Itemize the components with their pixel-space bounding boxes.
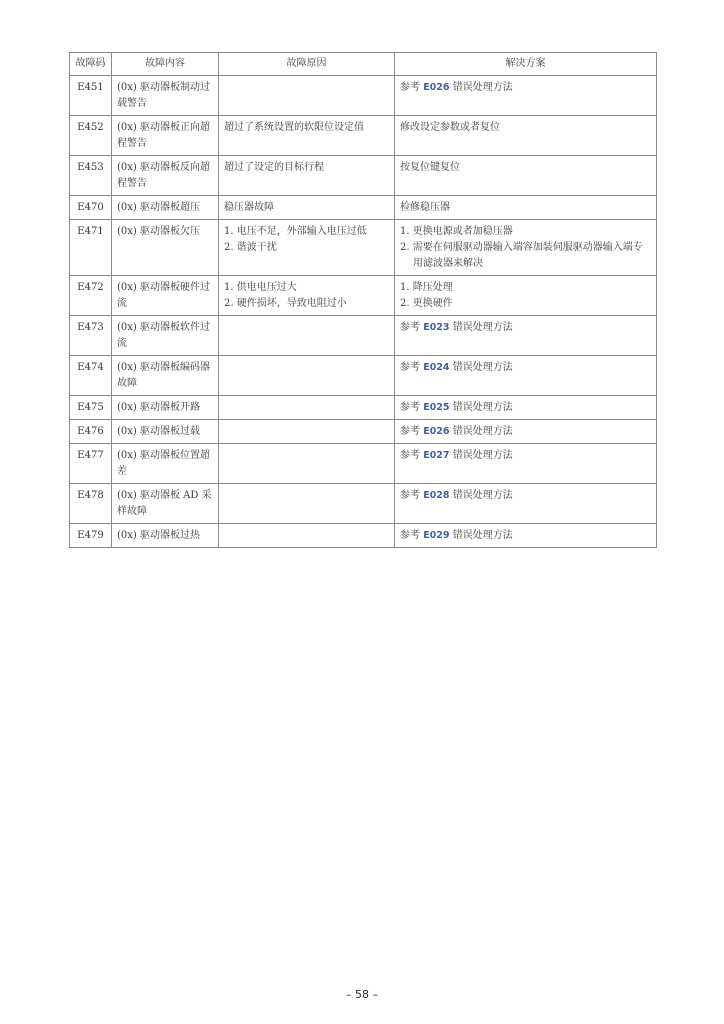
- solution-cell: [395, 276, 657, 316]
- fault-content-cell: (0x) 驱动器板编码器故障: [112, 356, 219, 396]
- solution-list: [400, 280, 651, 312]
- table-row: [70, 76, 657, 116]
- solution-suffix: 错误处理方法: [452, 490, 513, 501]
- fault-cause-cell: [219, 396, 395, 420]
- fault-code-cell: E479: [70, 524, 112, 548]
- fault-code-cell: E474: [70, 356, 112, 396]
- solution-cell: [395, 444, 657, 484]
- table-row: [70, 444, 657, 484]
- solution-prefix: 参考: [400, 490, 420, 501]
- table-row: [70, 276, 657, 316]
- error-reference-link[interactable]: E023: [423, 322, 450, 333]
- fault-content-cell: (0x) 驱动器板超压: [112, 196, 219, 220]
- solution-cell: [395, 316, 657, 356]
- fault-content-cell: (0x) 驱动器板欠压: [112, 220, 219, 276]
- fault-content-cell: (0x) 驱动器板硬件过流: [112, 276, 219, 316]
- fault-code-cell: E471: [70, 220, 112, 276]
- fault-code-cell: E453: [70, 156, 112, 196]
- header-fault-code: 故障码: [70, 53, 112, 76]
- fault-code-cell: E472: [70, 276, 112, 316]
- fault-content-cell: (0x) 驱动器板制动过载警告: [112, 76, 219, 116]
- fault-code-cell: E476: [70, 420, 112, 444]
- fault-code-cell: E473: [70, 316, 112, 356]
- solution-suffix: 错误处理方法: [452, 82, 513, 93]
- table-row: [70, 484, 657, 524]
- solution-cell: [395, 220, 657, 276]
- fault-content-cell: (0x) 驱动器板位置超差: [112, 444, 219, 484]
- cause-list: [224, 224, 389, 256]
- fault-cause-cell: [219, 356, 395, 396]
- fault-cause-cell: [219, 276, 395, 316]
- fault-cause-cell: [219, 316, 395, 356]
- fault-cause-cell: [219, 524, 395, 548]
- table-header-row: [70, 53, 657, 76]
- error-reference-link[interactable]: E028: [423, 490, 450, 501]
- table-row: [70, 420, 657, 444]
- solution-list: [400, 224, 651, 272]
- fault-cause-cell: [219, 420, 395, 444]
- cause-item: 2. 硬件损坏，导致电阻过小: [224, 298, 347, 309]
- solution-cell: [395, 420, 657, 444]
- solution-cell: [395, 76, 657, 116]
- table-row: [70, 396, 657, 420]
- solution-prefix: 参考: [400, 82, 420, 93]
- cause-list: [224, 280, 389, 312]
- table-row: [70, 524, 657, 548]
- error-reference-link[interactable]: E027: [423, 450, 450, 461]
- error-reference-link[interactable]: E029: [423, 530, 450, 541]
- solution-cell: [395, 396, 657, 420]
- solution-cell: [395, 524, 657, 548]
- fault-cause-cell: 超过了系统设置的软限位设定值: [219, 116, 395, 156]
- table-row: [70, 356, 657, 396]
- solution-suffix: 错误处理方法: [452, 322, 513, 333]
- fault-cause-cell: [219, 220, 395, 276]
- solution-suffix: 错误处理方法: [452, 450, 513, 461]
- table-row: [70, 156, 657, 196]
- solution-cell: 按复位键复位: [395, 156, 657, 196]
- fault-content-cell: (0x) 驱动器板软件过流: [112, 316, 219, 356]
- solution-prefix: 参考: [400, 530, 420, 541]
- fault-code-cell: E478: [70, 484, 112, 524]
- solution-prefix: 参考: [400, 322, 420, 333]
- fault-cause-cell: [219, 484, 395, 524]
- fault-code-table: [69, 52, 657, 548]
- cause-item: 1. 电压不足，外部输入电压过低: [224, 226, 367, 237]
- fault-content-cell: (0x) 驱动器板 AD 采样故障: [112, 484, 219, 524]
- fault-cause-cell: 稳压器故障: [219, 196, 395, 220]
- solution-cell: 修改设定参数或者复位: [395, 116, 657, 156]
- fault-content-cell: (0x) 驱动器板过热: [112, 524, 219, 548]
- fault-content-cell: (0x) 驱动器板正向超程警告: [112, 116, 219, 156]
- fault-code-cell: E477: [70, 444, 112, 484]
- cause-item: 2. 谐波干扰: [224, 242, 277, 253]
- solution-item: 2. 需要在伺服驱动器输入端容加装伺服驱动器输入端专用滤波器来解决: [400, 242, 643, 269]
- header-fault-cause: 故障原因: [219, 53, 395, 76]
- fault-code-cell: E452: [70, 116, 112, 156]
- page-number: – 58 –: [346, 988, 378, 1001]
- solution-prefix: 参考: [400, 362, 420, 373]
- solution-cell: [395, 484, 657, 524]
- solution-suffix: 错误处理方法: [452, 426, 513, 437]
- solution-item: 1. 更换电源或者加稳压器: [400, 226, 513, 237]
- solution-cell: [395, 356, 657, 396]
- error-reference-link[interactable]: E025: [423, 402, 450, 413]
- fault-code-cell: E451: [70, 76, 112, 116]
- error-reference-link[interactable]: E026: [423, 426, 450, 437]
- solution-suffix: 错误处理方法: [452, 530, 513, 541]
- table-row: [70, 316, 657, 356]
- fault-content-cell: (0x) 驱动器板开路: [112, 396, 219, 420]
- fault-content-cell: (0x) 驱动器板过载: [112, 420, 219, 444]
- error-reference-link[interactable]: E026: [423, 82, 450, 93]
- solution-item: 2. 更换硬件: [400, 298, 453, 309]
- solution-cell: 检修稳压器: [395, 196, 657, 220]
- table-body: [70, 76, 657, 548]
- fault-cause-cell: 超过了设定的目标行程: [219, 156, 395, 196]
- table-row: [70, 196, 657, 220]
- fault-code-cell: E475: [70, 396, 112, 420]
- solution-suffix: 错误处理方法: [452, 362, 513, 373]
- cause-item: 1. 供电电压过大: [224, 282, 297, 293]
- fault-cause-cell: [219, 76, 395, 116]
- solution-prefix: 参考: [400, 426, 420, 437]
- solution-suffix: 错误处理方法: [452, 402, 513, 413]
- header-solution: 解决方案: [395, 53, 657, 76]
- solution-prefix: 参考: [400, 450, 420, 461]
- table-row: [70, 220, 657, 276]
- header-fault-content: 故障内容: [112, 53, 219, 76]
- solution-prefix: 参考: [400, 402, 420, 413]
- table-row: [70, 116, 657, 156]
- fault-code-cell: E470: [70, 196, 112, 220]
- fault-cause-cell: [219, 444, 395, 484]
- solution-item: 1. 降压处理: [400, 282, 453, 293]
- fault-content-cell: (0x) 驱动器板反向超程警告: [112, 156, 219, 196]
- error-reference-link[interactable]: E024: [423, 362, 450, 373]
